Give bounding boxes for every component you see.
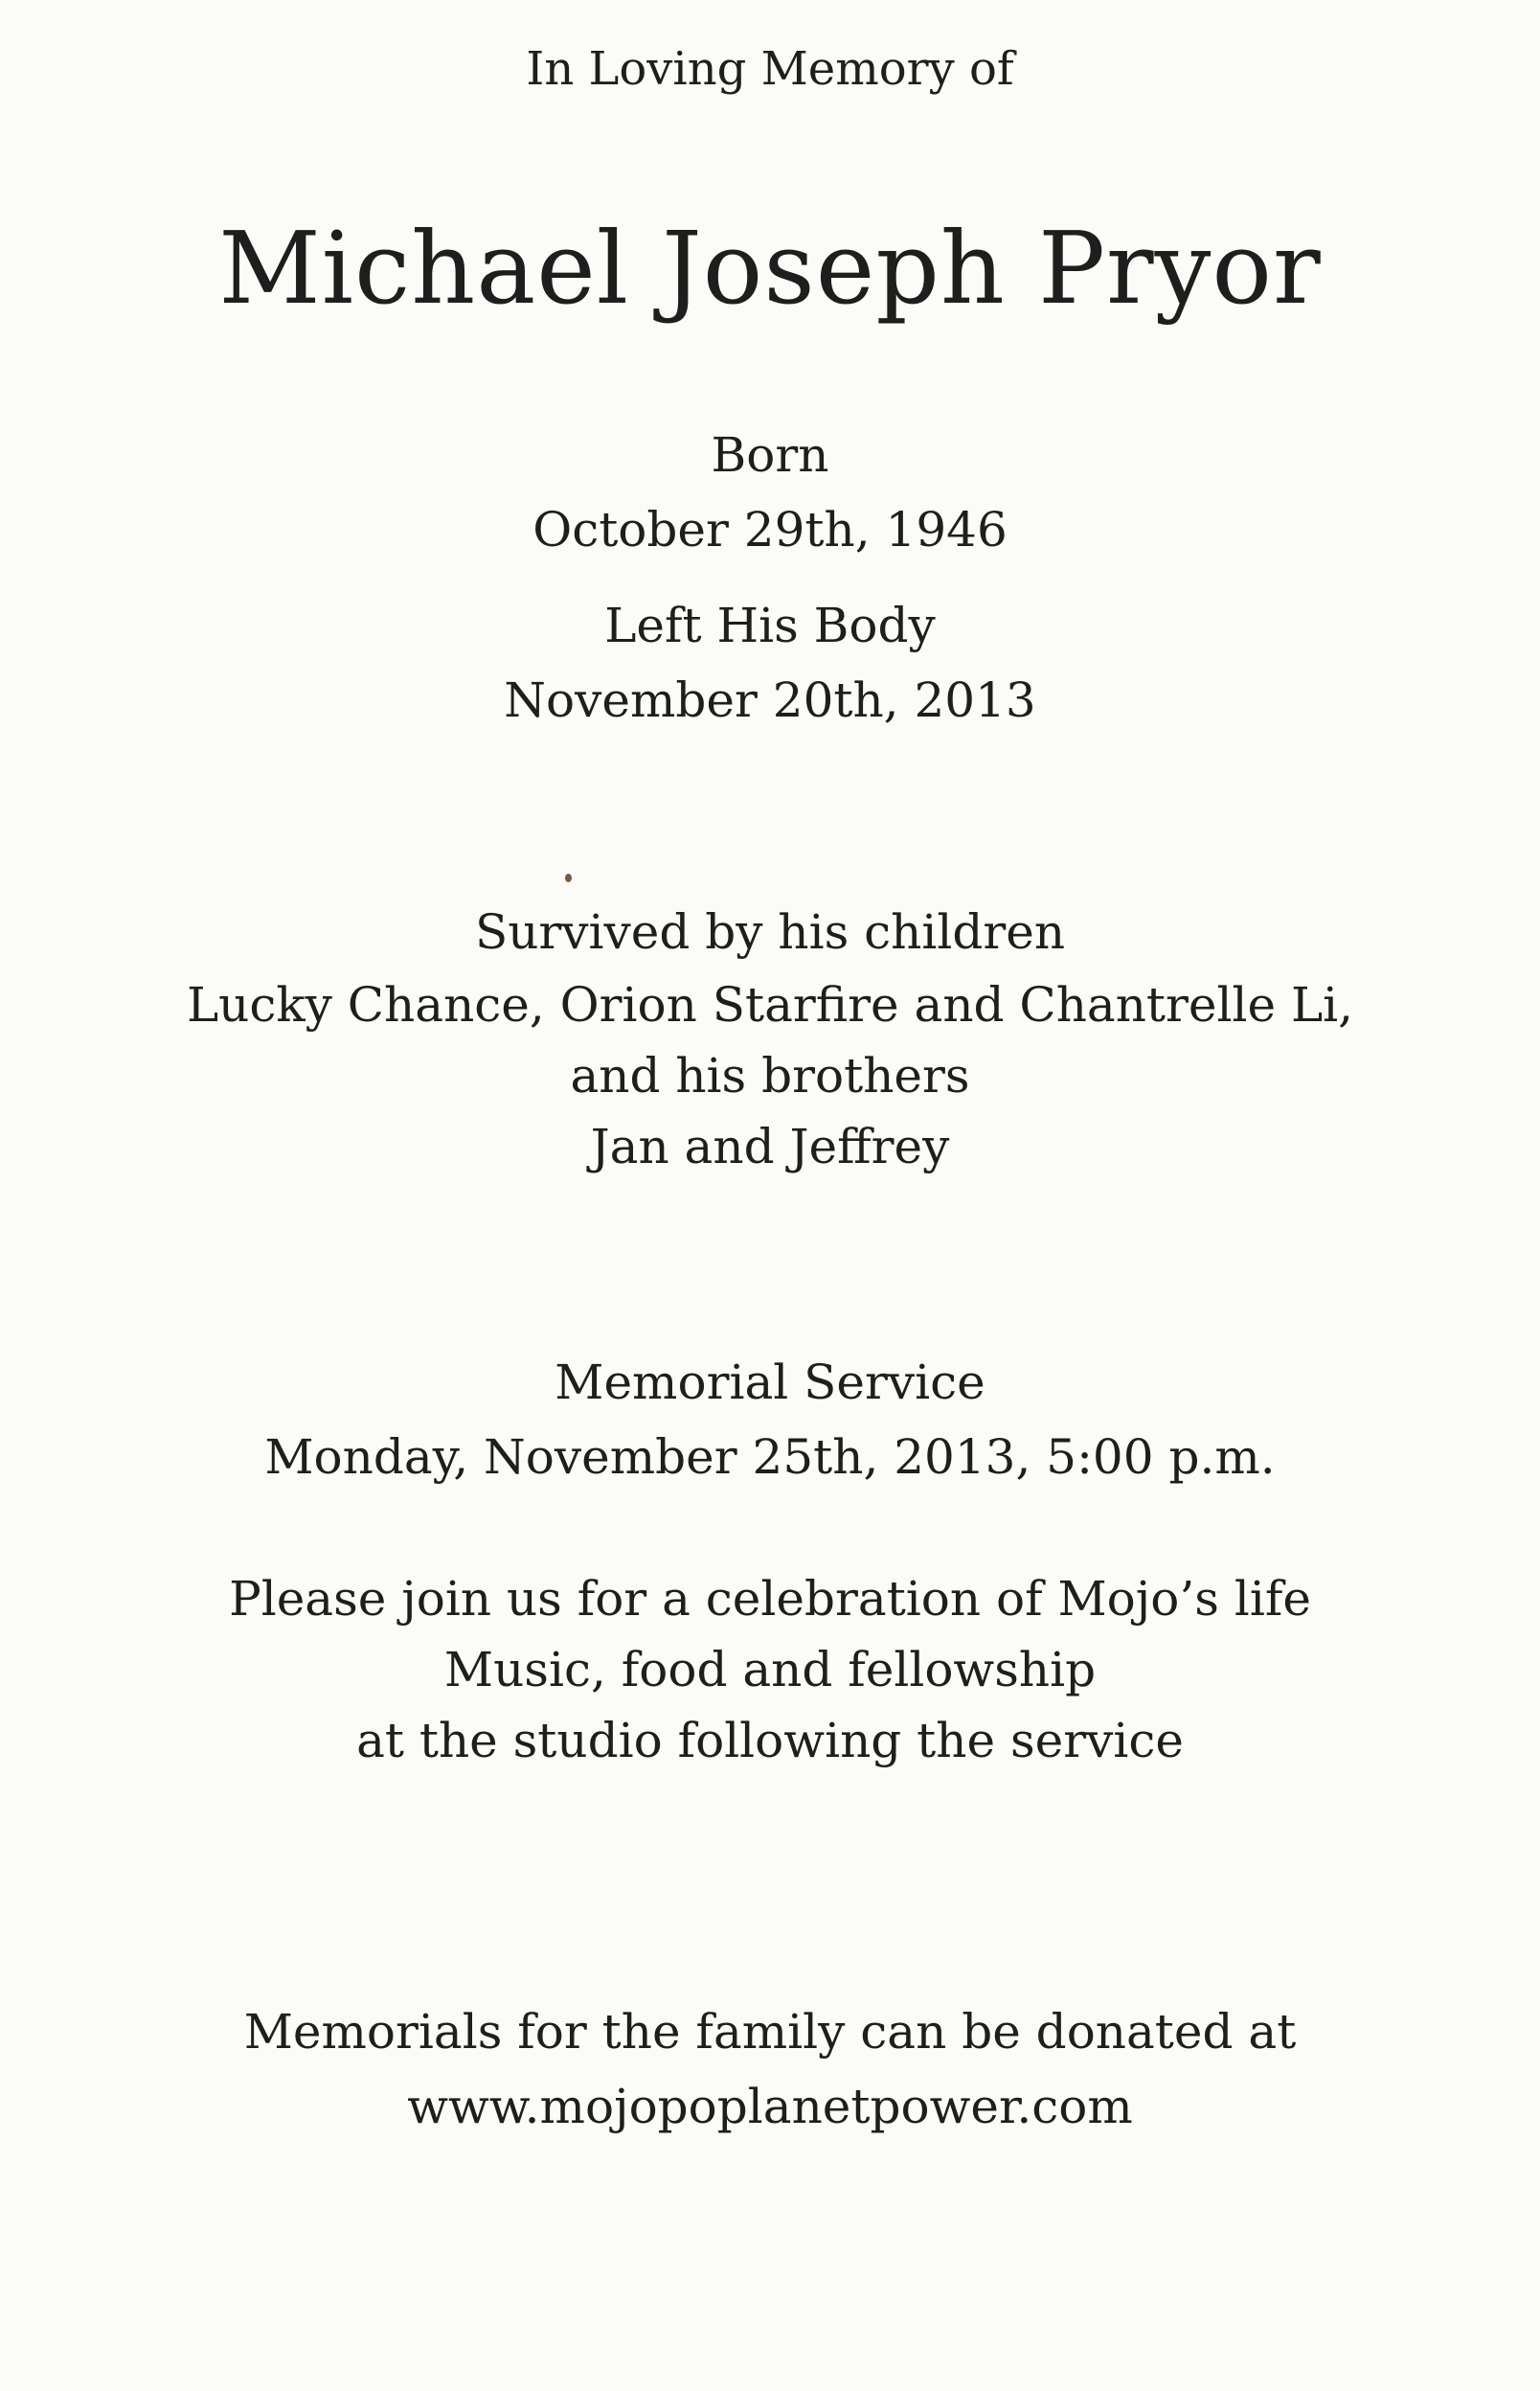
- paper-speck: [565, 874, 572, 882]
- survivors-line-4: Jan and Jeffrey: [590, 1119, 950, 1174]
- celebration-line-2: Music, food and fellowship: [443, 1642, 1097, 1697]
- deceased-name: Michael Joseph Pryor: [218, 210, 1322, 327]
- donations-line: Memorials for the family can be donated at: [243, 2004, 1297, 2060]
- service-datetime: Monday, November 25th, 2013, 5:00 p.m.: [264, 1429, 1276, 1485]
- celebration-line-3: at the studio following the service: [356, 1713, 1184, 1768]
- celebration-line-1: Please join us for a celebration of Mojo’s life: [229, 1571, 1311, 1627]
- service-title: Memorial Service: [555, 1355, 985, 1410]
- survivors-line-3: and his brothers: [570, 1048, 970, 1104]
- survivors-line-2: Lucky Chance, Orion Starfire and Chantrelle Li,: [186, 977, 1354, 1033]
- born-label: Born: [711, 427, 829, 483]
- left-label: Left His Body: [604, 598, 936, 653]
- intro-heading: In Loving Memory of: [526, 42, 1014, 96]
- left-date: November 20th, 2013: [504, 672, 1036, 728]
- born-date: October 29th, 1946: [532, 502, 1008, 558]
- donation-website: www.mojopoplanetpower.com: [407, 2079, 1133, 2134]
- survivors-line-1: Survived by his children: [474, 904, 1066, 960]
